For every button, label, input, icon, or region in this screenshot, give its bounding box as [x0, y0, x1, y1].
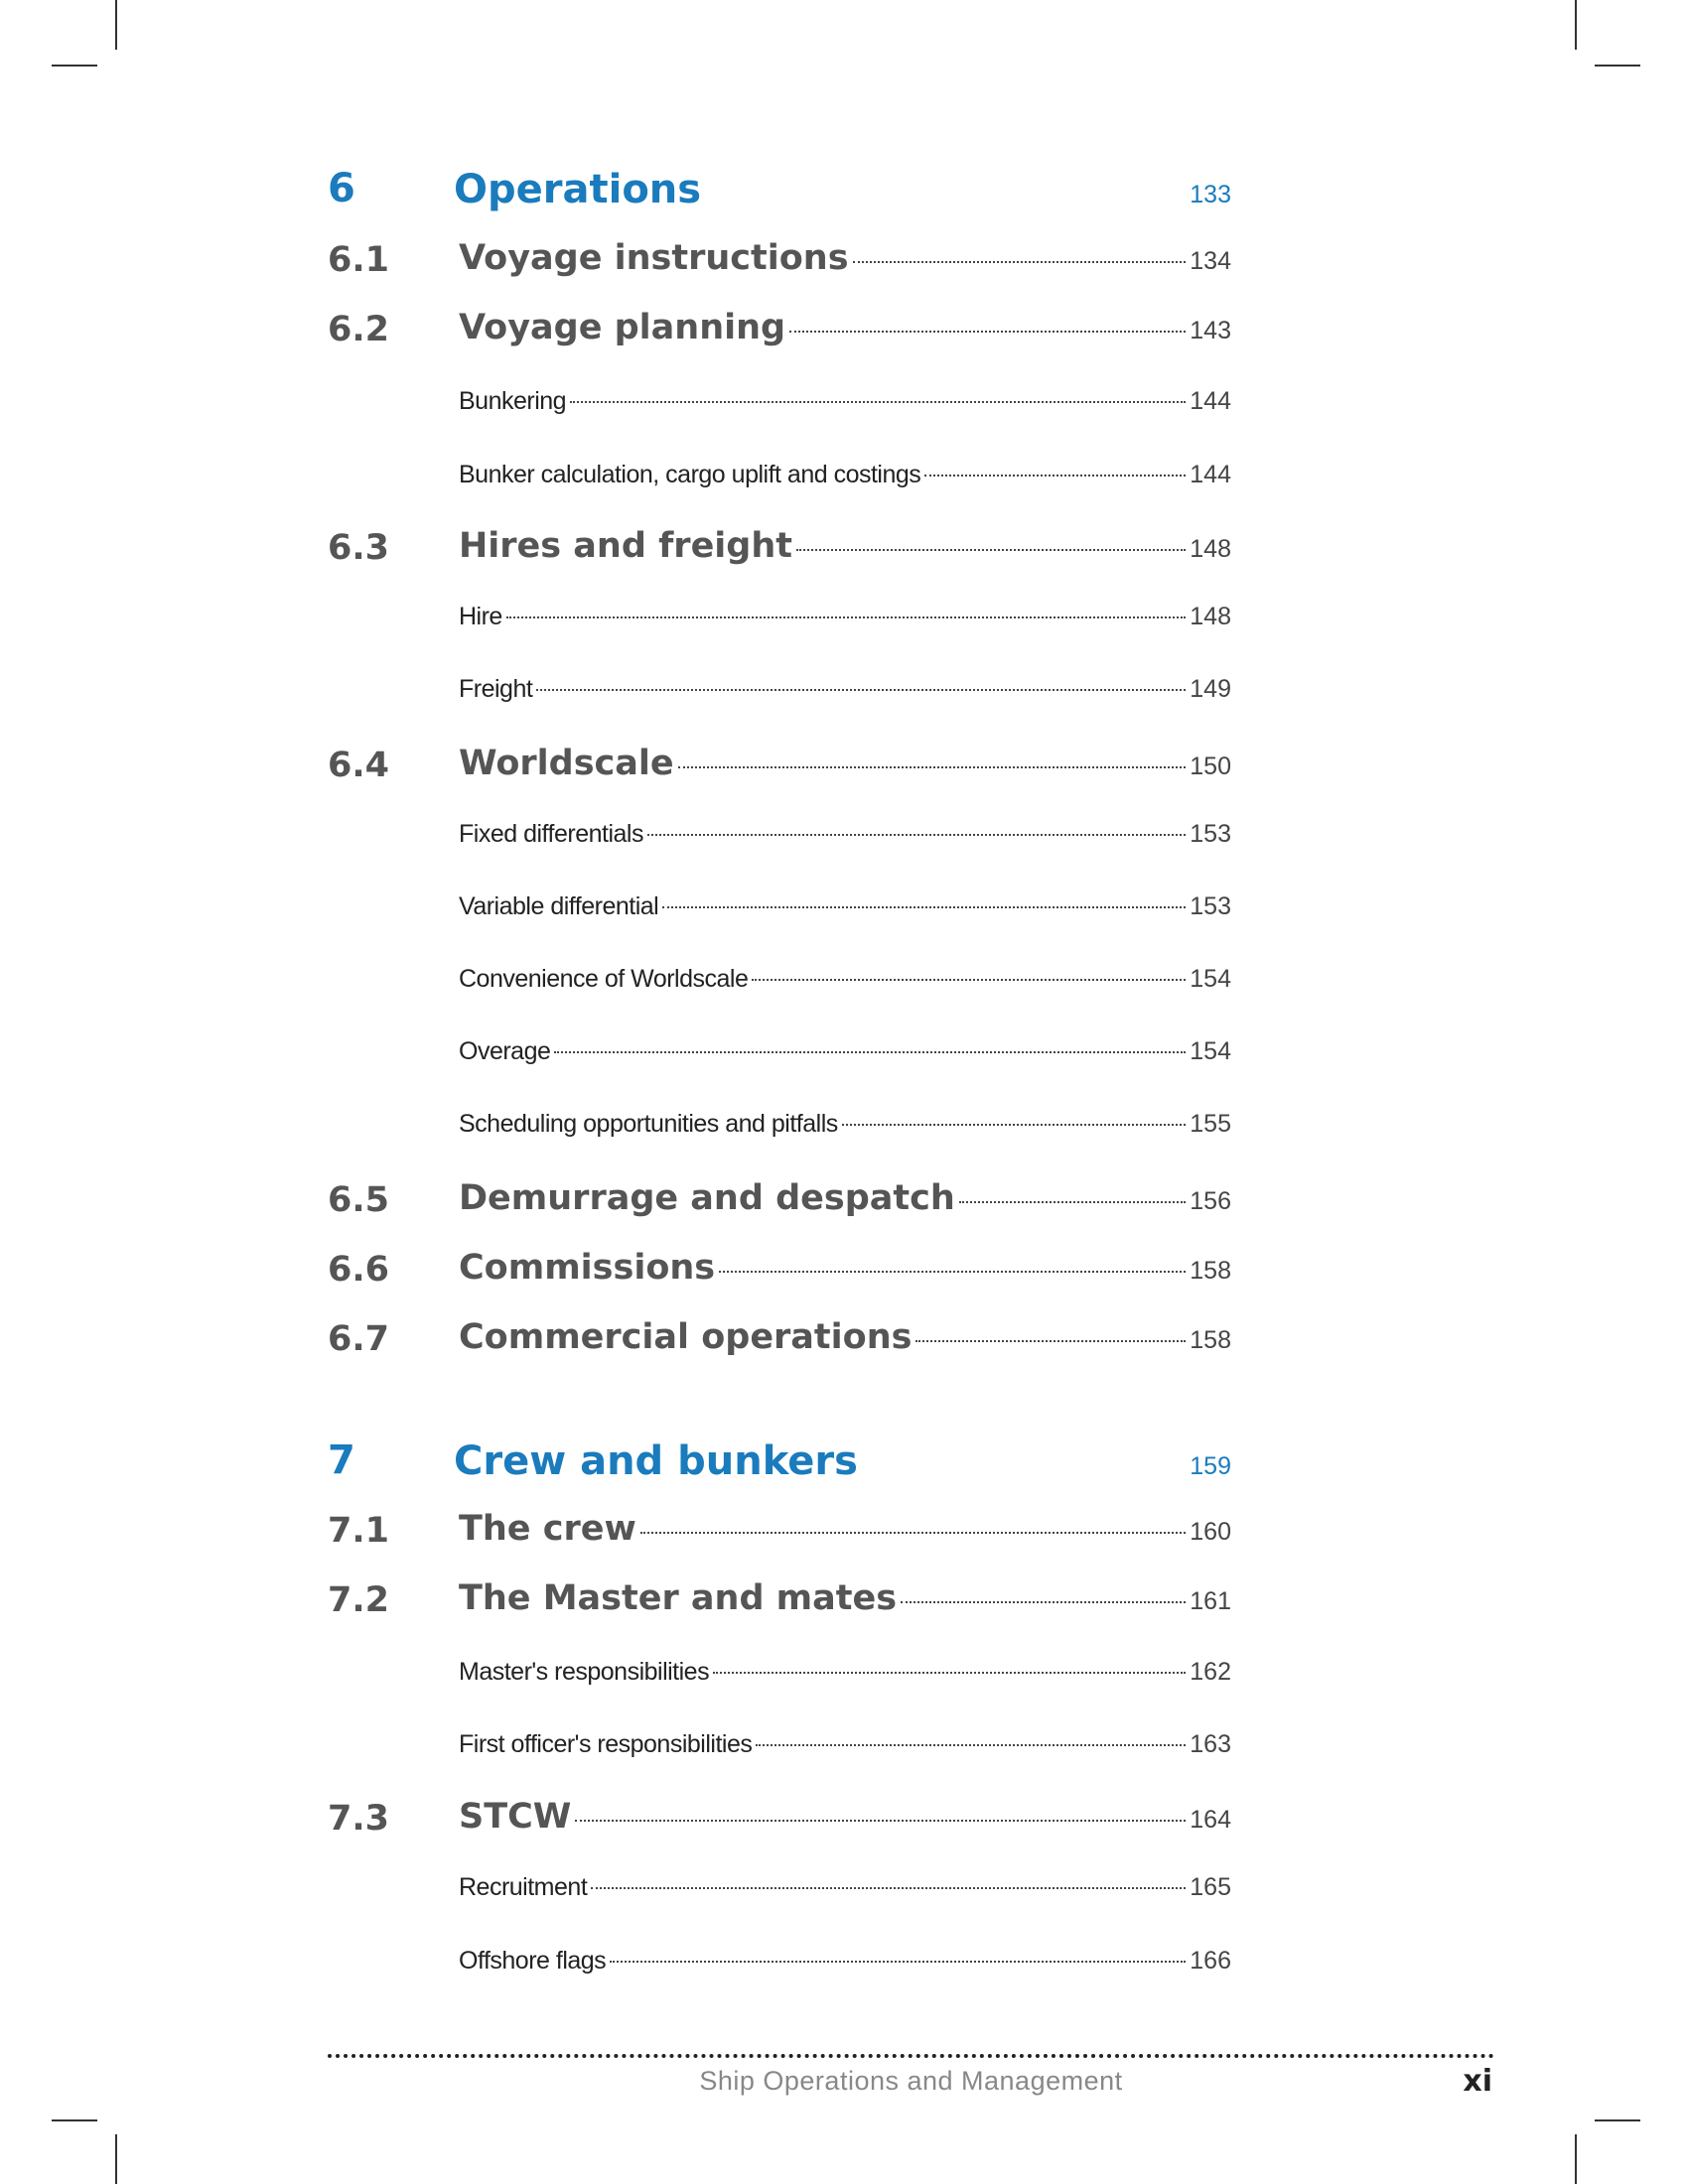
- toc-page-number: 154: [1190, 965, 1231, 993]
- toc-subsection-title: First officer's responsibilities: [459, 1730, 753, 1758]
- dot-leader: [713, 1672, 1186, 1674]
- toc-subsection-title: Variable differential: [459, 892, 659, 920]
- toc-chapter-number: 7: [328, 1437, 355, 1483]
- toc-section-number: 6.7: [328, 1319, 390, 1359]
- toc-page-number: 158: [1190, 1257, 1231, 1285]
- dot-leader: [610, 1961, 1186, 1963]
- toc-chapter-number: 6: [328, 166, 355, 211]
- dot-leader: [570, 401, 1186, 403]
- toc-page-number: 160: [1190, 1518, 1231, 1546]
- dot-leader: [647, 834, 1186, 836]
- toc-section-title: Voyage instructions: [459, 238, 849, 278]
- dot-leader: [575, 1820, 1186, 1822]
- toc-subsection-title: Fixed differentials: [459, 820, 643, 848]
- dot-leader: [915, 1340, 1186, 1342]
- toc-page-number: 149: [1190, 675, 1231, 703]
- toc-page-number: 161: [1190, 1587, 1231, 1615]
- toc-entry-line: [459, 965, 1231, 994]
- toc-entry-line: [454, 167, 1231, 212]
- dot-leader: [591, 1887, 1186, 1889]
- toc-section-title: The crew: [459, 1509, 636, 1549]
- toc-subsection-title: Bunkering: [459, 387, 567, 415]
- toc-section-number: 6.1: [328, 240, 390, 280]
- dot-leader: [842, 1124, 1187, 1126]
- toc-page-number: 156: [1190, 1187, 1231, 1215]
- toc-page-number: 144: [1190, 461, 1231, 488]
- toc-section-number: 7.1: [328, 1511, 390, 1551]
- toc-page-number: 153: [1190, 892, 1231, 920]
- toc-chapter-title: Crew and bunkers: [454, 1438, 858, 1484]
- toc-entry-line: [459, 820, 1231, 849]
- crop-mark-bottom-right-vertical: [1575, 2134, 1577, 2184]
- toc-entry-line: [459, 1730, 1231, 1759]
- toc-entry-line: [459, 308, 1231, 347]
- toc-entry-line: [459, 603, 1231, 631]
- footer-book-title: Ship Operations and Management: [699, 2066, 1123, 2096]
- toc-section-title: Commercial operations: [459, 1317, 913, 1357]
- page-footer: [328, 2054, 1494, 2099]
- dot-leader: [506, 616, 1186, 618]
- toc-subsection-title: Recruitment: [459, 1873, 588, 1901]
- toc-section-number: 6.5: [328, 1180, 390, 1220]
- toc-entry-line: [459, 1317, 1231, 1357]
- dot-leader: [756, 1744, 1186, 1746]
- toc-page-number: 148: [1190, 603, 1231, 630]
- toc-entry-line: [459, 1658, 1231, 1687]
- toc-page-number: 165: [1190, 1873, 1231, 1901]
- toc-entry-line: [459, 744, 1231, 783]
- crop-mark-bottom-left-vertical: [115, 2134, 117, 2184]
- toc-page-number: 144: [1190, 387, 1231, 415]
- toc-section-title: Demurrage and despatch: [459, 1178, 955, 1218]
- toc-entry-line: [459, 526, 1231, 566]
- dot-leader: [901, 1601, 1186, 1603]
- toc-section-title: Hires and freight: [459, 526, 793, 566]
- toc-entry-line: [459, 675, 1231, 704]
- crop-mark-bottom-right-horizontal: [1595, 2119, 1640, 2121]
- toc-page-number: 148: [1190, 535, 1231, 563]
- toc-section-number: 6.2: [328, 310, 390, 349]
- toc-page-number: 153: [1190, 820, 1231, 848]
- dot-leader: [719, 1271, 1186, 1273]
- toc-chapter-title: Operations: [454, 167, 702, 212]
- dot-leader: [853, 261, 1187, 263]
- dot-leader: [554, 1051, 1186, 1053]
- toc-entry-line: [459, 461, 1231, 489]
- toc-page-number: 150: [1190, 752, 1231, 780]
- dot-leader: [789, 331, 1186, 333]
- toc-section-title: STCW: [459, 1797, 572, 1837]
- toc-page-number: 155: [1190, 1110, 1231, 1138]
- dot-leader: [796, 549, 1186, 551]
- toc-entry-line: [454, 1438, 1231, 1484]
- toc-subsection-title: Offshore flags: [459, 1947, 607, 1975]
- toc-page-number: 163: [1190, 1730, 1231, 1758]
- toc-entry-line: [459, 1248, 1231, 1288]
- toc-subsection-title: Master's responsibilities: [459, 1658, 710, 1686]
- toc-section-number: 7.2: [328, 1580, 390, 1620]
- toc-section-title: Voyage planning: [459, 308, 786, 347]
- toc-entry-line: [459, 387, 1231, 416]
- dot-leader: [678, 766, 1187, 768]
- crop-mark-bottom-left-horizontal: [52, 2119, 97, 2121]
- toc-section-number: 6.4: [328, 746, 390, 785]
- toc-subsection-title: Convenience of Worldscale: [459, 965, 749, 993]
- toc-section-number: 6.3: [328, 528, 390, 568]
- dot-leader: [640, 1532, 1186, 1534]
- footer-page-number: xi: [1463, 2064, 1492, 2099]
- toc-page-number: 133: [1190, 181, 1231, 208]
- toc-page-number: 134: [1190, 247, 1231, 275]
- toc-page-number: 143: [1190, 317, 1231, 344]
- toc-subsection-title: Scheduling opportunities and pitfalls: [459, 1110, 838, 1138]
- toc-section-title: Worldscale: [459, 744, 674, 783]
- toc-section-title: Commissions: [459, 1248, 716, 1288]
- toc-page-number: 162: [1190, 1658, 1231, 1686]
- toc-entry-line: [459, 1110, 1231, 1139]
- toc-subsection-title: Freight: [459, 675, 533, 703]
- toc-subsection-title: Bunker calculation, cargo uplift and costings: [459, 461, 921, 488]
- toc-subsection-title: Overage: [459, 1037, 551, 1065]
- toc-entry-line: [459, 1178, 1231, 1218]
- toc-entry-line: [459, 1578, 1231, 1618]
- toc-page-number: 154: [1190, 1037, 1231, 1065]
- toc-page-number: 166: [1190, 1947, 1231, 1975]
- footer-dotted-rule: [328, 2054, 1494, 2058]
- dot-leader: [752, 979, 1186, 981]
- dot-leader: [959, 1201, 1187, 1203]
- toc-section-title: The Master and mates: [459, 1578, 898, 1618]
- dot-leader: [536, 689, 1186, 691]
- toc-page-number: 164: [1190, 1806, 1231, 1834]
- toc-page-number: 158: [1190, 1326, 1231, 1354]
- toc-entry-line: [459, 1509, 1231, 1549]
- dot-leader: [662, 906, 1186, 908]
- toc-subsection-title: Hire: [459, 603, 502, 630]
- toc-entry-line: [459, 1947, 1231, 1976]
- toc-entry-line: [459, 892, 1231, 921]
- dot-leader: [924, 475, 1186, 477]
- toc-section-number: 7.3: [328, 1799, 390, 1839]
- toc-entry-line: [459, 238, 1231, 278]
- toc-page-number: 159: [1190, 1452, 1231, 1480]
- toc-entry-line: [459, 1797, 1231, 1837]
- toc-section-number: 6.6: [328, 1250, 390, 1290]
- toc-entry-line: [459, 1037, 1231, 1066]
- toc-entry-line: [459, 1873, 1231, 1902]
